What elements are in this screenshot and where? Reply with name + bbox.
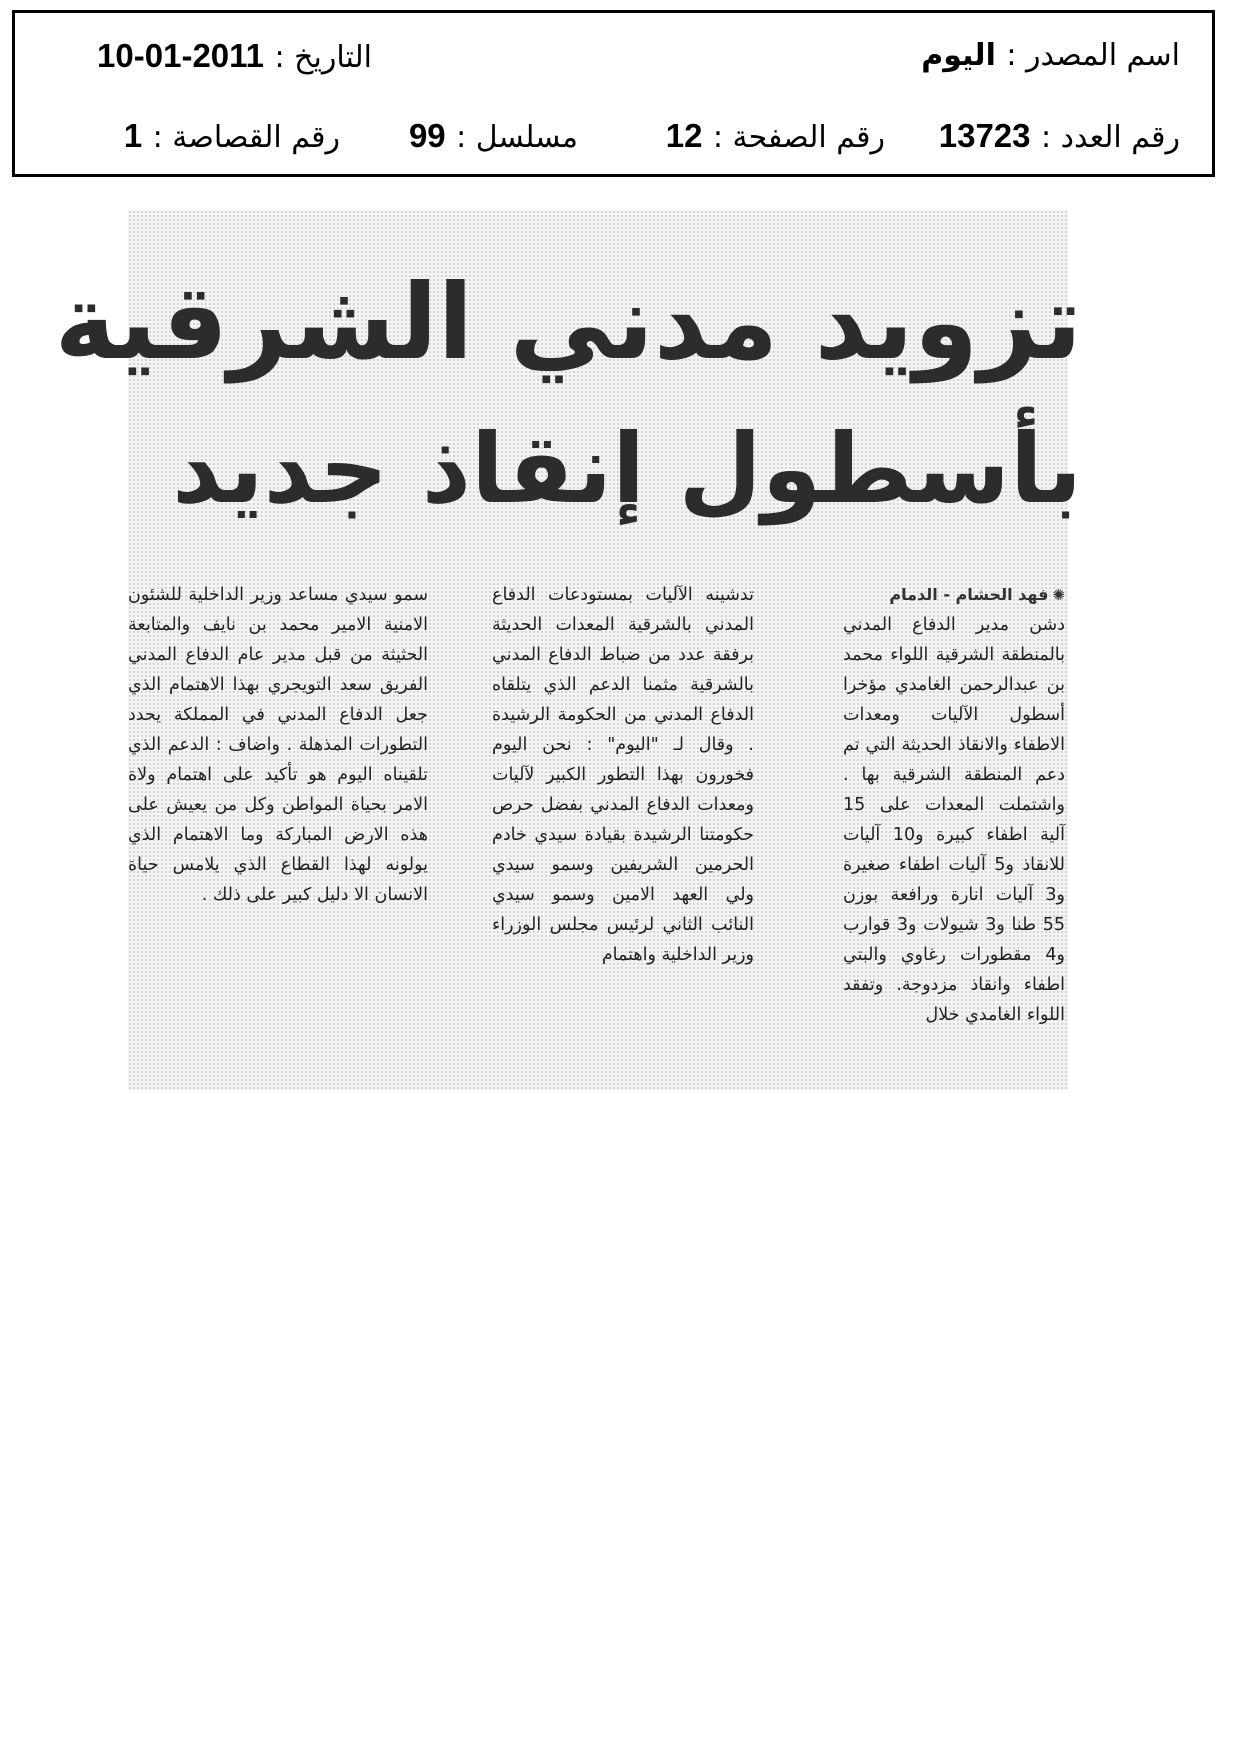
article-column-2-text: تدشينه الآليات بمستودعات الدفاع المدني بالشرقية المعدات الحديثة برفقة عدد من ضباط الدفاع المدني بالشرقية مثمنا الدعم الذي يتلقاه الدفاع المدني من الحكومة الرشيدة . وقال لـ "اليوم" : نحن اليوم فخورون بهذا التطور الكبير لآليات ومعدات الدفاع المدني بفضل حرص حكومتنا الرشيدة بقيادة سيدي خادم الحرمين الشريفين وسمو سيدي ولي العهد الامين وسمو سيدي النائب الثاني لرئيس مجلس الوزراء وزير الداخلية واهتمام xyxy=(492,585,754,965)
serial-value: 99 xyxy=(408,117,446,154)
issue-label: رقم العدد : xyxy=(1040,120,1180,155)
article-headline-line-1: تزويد مدني الشرقية xyxy=(54,261,1082,383)
date-field xyxy=(97,38,372,76)
date-value: 2011-01-10 xyxy=(97,37,265,74)
source-label: اسم المصدر : xyxy=(1006,38,1180,73)
source-value: اليوم xyxy=(921,38,996,73)
article-byline xyxy=(843,580,1065,610)
page-field xyxy=(666,118,885,156)
issue-field xyxy=(939,118,1180,156)
article-column-2 xyxy=(492,580,754,970)
serial-field xyxy=(409,118,578,156)
byline-text: فهد الحشام - الدمام xyxy=(889,585,1049,604)
article-column-1 xyxy=(843,580,1065,1030)
page-label: رقم الصفحة : xyxy=(712,120,885,155)
article-column-3-text: سمو سيدي مساعد وزير الداخلية للشئون الامنية الامير محمد بن نايف والمتابعة الحثيثة من قبل مدير عام الدفاع المدني الفريق سعد التويجري بهذا الاهتمام الذي جعل الدفاع المدني في المملكة يحدد التطورات المذهلة . واضاف : الدعم الذي تلقيناه اليوم هو تأكيد على اهتمام ولاة الامر بحياة المواطن وكل من يعيش على هذه الارض المباركة وما الاهتمام الذي يولونه لهذا القطاع الذي يلامس حياة الانسان الا دليل كبير على ذلك . xyxy=(128,585,428,905)
serial-label: مسلسل : xyxy=(456,120,578,155)
article-column-3 xyxy=(128,580,428,910)
article-column-1-text: دشن مدير الدفاع المدني بالمنطقة الشرقية اللواء محمد بن عبدالرحمن الغامدي مؤخرا أسطول الآليات ومعدات الاطفاء والانقاذ الحديثة التي تم دعم المنطقة الشرقية بها . واشتملت المعدات على 15 آلية اطفاء كبيرة و10 آليات للانقاذ و5 آليات اطفاء صغيرة و3 آليات انارة ورافعة بوزن 55 طنا و3 شيولات و3 قوارب و4 مقطورات رغاوي والبتي اطفاء وانقاذ مزدوجة. وتفقد اللواء الغامدي خلال xyxy=(843,615,1065,1025)
source-field xyxy=(921,38,1180,74)
article-headline-line-2: بأسطول إنقاذ جديد xyxy=(172,413,1082,525)
clip-value: 1 xyxy=(123,117,143,154)
page-value: 12 xyxy=(665,117,703,154)
clip-label: رقم القصاصة : xyxy=(152,120,340,155)
date-label: التاريخ : xyxy=(274,40,372,75)
clip-field xyxy=(124,118,340,156)
issue-value: 13723 xyxy=(938,117,1031,154)
byline-bullet-icon: ✺ xyxy=(1052,586,1065,604)
